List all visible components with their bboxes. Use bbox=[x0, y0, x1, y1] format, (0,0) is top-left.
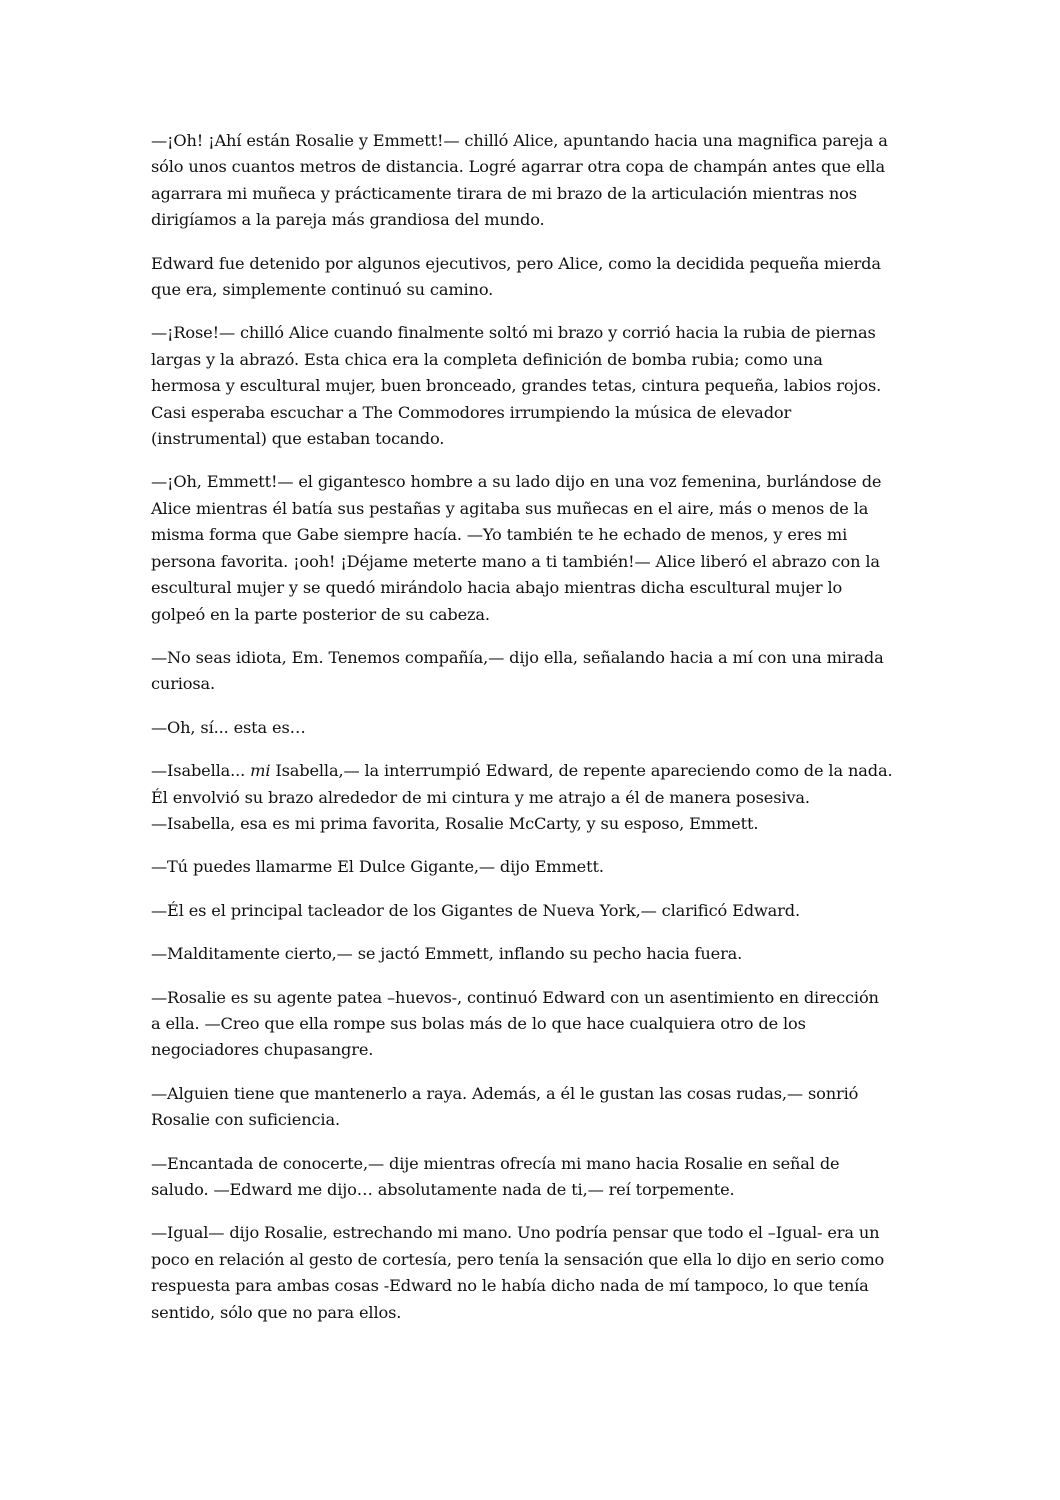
text-line: —Isabella, esa es mi prima favorita, Rosalie McCarty, y su esposo, Emmett. bbox=[151, 813, 759, 833]
document-page bbox=[151, 128, 911, 1343]
text-line: —Él es el principal tacleador de los Gigantes de Nueva York,— clarificó Edward. bbox=[151, 900, 800, 920]
text-line: persona favorita. ¡ooh! ¡Déjame meterte mano a ti también!— Alice liberó el abrazo con la bbox=[151, 551, 880, 571]
paragraph-2 bbox=[151, 251, 911, 304]
text-line: respuesta para ambas cosas -Edward no le había dicho nada de mí tampoco, lo que tenía bbox=[151, 1276, 869, 1296]
text-line: —Alguien tiene que mantenerlo a raya. Además, a él le gustan las cosas rudas,— sonrió bbox=[151, 1083, 859, 1103]
text-line: curiosa. bbox=[151, 674, 216, 694]
text-line: —Rosalie es su agente patea –huevos-, continuó Edward con un asentimiento en dirección bbox=[151, 987, 879, 1007]
text-line: —Tú puedes llamarme El Dulce Gigante,— dijo Emmett. bbox=[151, 857, 604, 877]
text-line: Casi esperaba escuchar a The Commodores irrumpiendo la música de elevador bbox=[151, 402, 792, 422]
text-line: —¡Rose!— chilló Alice cuando finalmente soltó mi brazo y corrió hacia la rubia de piernas bbox=[151, 323, 876, 343]
text-line: sentido, sólo que no para ellos. bbox=[151, 1302, 402, 1322]
text-line: a ella. —Creo que ella rompe sus bolas más de lo que hace cualquiera otro de los bbox=[151, 1013, 806, 1033]
emphasis-text: mi bbox=[250, 761, 271, 781]
paragraph-7 bbox=[151, 758, 911, 837]
paragraph-9 bbox=[151, 898, 911, 924]
text-line: Edward fue detenido por algunos ejecutivos, pero Alice, como la decidida pequeña mierda bbox=[151, 253, 881, 273]
text-line: dirigíamos a la pareja más grandiosa del mundo. bbox=[151, 210, 545, 230]
text-run: Isabella,— la interrumpió Edward, de repente apareciendo como de la nada. bbox=[270, 761, 893, 781]
text-line: hermosa y escultural mujer, buen bronceado, grandes tetas, cintura pequeña, labios rojos. bbox=[151, 376, 882, 396]
text-line: agarrara mi muñeca y prácticamente tirara de mi brazo de la articulación mientras nos bbox=[151, 183, 857, 203]
text-line: —Oh, sí... esta es… bbox=[151, 717, 306, 737]
text-line: Él envolvió su brazo alrededor de mi cintura y me atrajo a él de manera posesiva. bbox=[151, 787, 810, 807]
text-line: Rosalie con suficiencia. bbox=[151, 1110, 340, 1130]
paragraph-12 bbox=[151, 1081, 911, 1134]
paragraph-14 bbox=[151, 1220, 911, 1326]
text-run: —Isabella... bbox=[151, 761, 251, 781]
text-line: que era, simplemente continuó su camino. bbox=[151, 280, 494, 300]
paragraph-5 bbox=[151, 645, 911, 698]
paragraph-4 bbox=[151, 469, 911, 627]
text-line: —Malditamente cierto,— se jactó Emmett, inflando su pecho hacia fuera. bbox=[151, 944, 743, 964]
text-line: sólo unos cuantos metros de distancia. Logré agarrar otra copa de champán antes que ella bbox=[151, 157, 885, 177]
text-line bbox=[151, 758, 911, 784]
text-line: —¡Oh! ¡Ahí están Rosalie y Emmett!— chilló Alice, apuntando hacia una magnifica pareja a bbox=[151, 131, 888, 150]
text-line: escultural mujer y se quedó mirándolo hacia abajo mientras dicha escultural mujer lo bbox=[151, 578, 843, 598]
text-line: —No seas idiota, Em. Tenemos compañía,— dijo ella, señalando hacia a mí con una mirada bbox=[151, 647, 884, 667]
paragraph-10 bbox=[151, 941, 911, 967]
text-line: misma forma que Gabe siempre hacía. —Yo también te he echado de menos, y eres mi bbox=[151, 525, 848, 545]
text-line: (instrumental) que estaban tocando. bbox=[151, 429, 445, 449]
text-line: Alice mientras él batía sus pestañas y agitaba sus muñecas en el aire, más o menos de la bbox=[151, 498, 869, 518]
paragraph-13 bbox=[151, 1151, 911, 1204]
text-line: poco en relación al gesto de cortesía, pero tenía la sensación que ella lo dijo en serio como bbox=[151, 1249, 885, 1269]
text-line: negociadores chupasangre. bbox=[151, 1040, 374, 1060]
text-line: largas y la abrazó. Esta chica era la completa definición de bomba rubia; como una bbox=[151, 349, 823, 369]
text-line: saludo. —Edward me dijo… absolutamente nada de ti,— reí torpemente. bbox=[151, 1180, 735, 1199]
text-line: —¡Oh, Emmett!— el gigantesco hombre a su lado dijo en una voz femenina, burlándose de bbox=[151, 472, 882, 492]
paragraph-11 bbox=[151, 985, 911, 1064]
paragraph-1 bbox=[151, 128, 911, 234]
text-line: golpeó en la parte posterior de su cabeza. bbox=[151, 604, 490, 624]
paragraph-8 bbox=[151, 854, 911, 880]
text-line: —Igual— dijo Rosalie, estrechando mi mano. Uno podría pensar que todo el –Igual- era un bbox=[151, 1223, 880, 1243]
text-line: —Encantada de conocerte,— dije mientras ofrecía mi mano hacia Rosalie en señal de bbox=[151, 1153, 840, 1173]
paragraph-3 bbox=[151, 320, 911, 452]
paragraph-6 bbox=[151, 715, 911, 741]
